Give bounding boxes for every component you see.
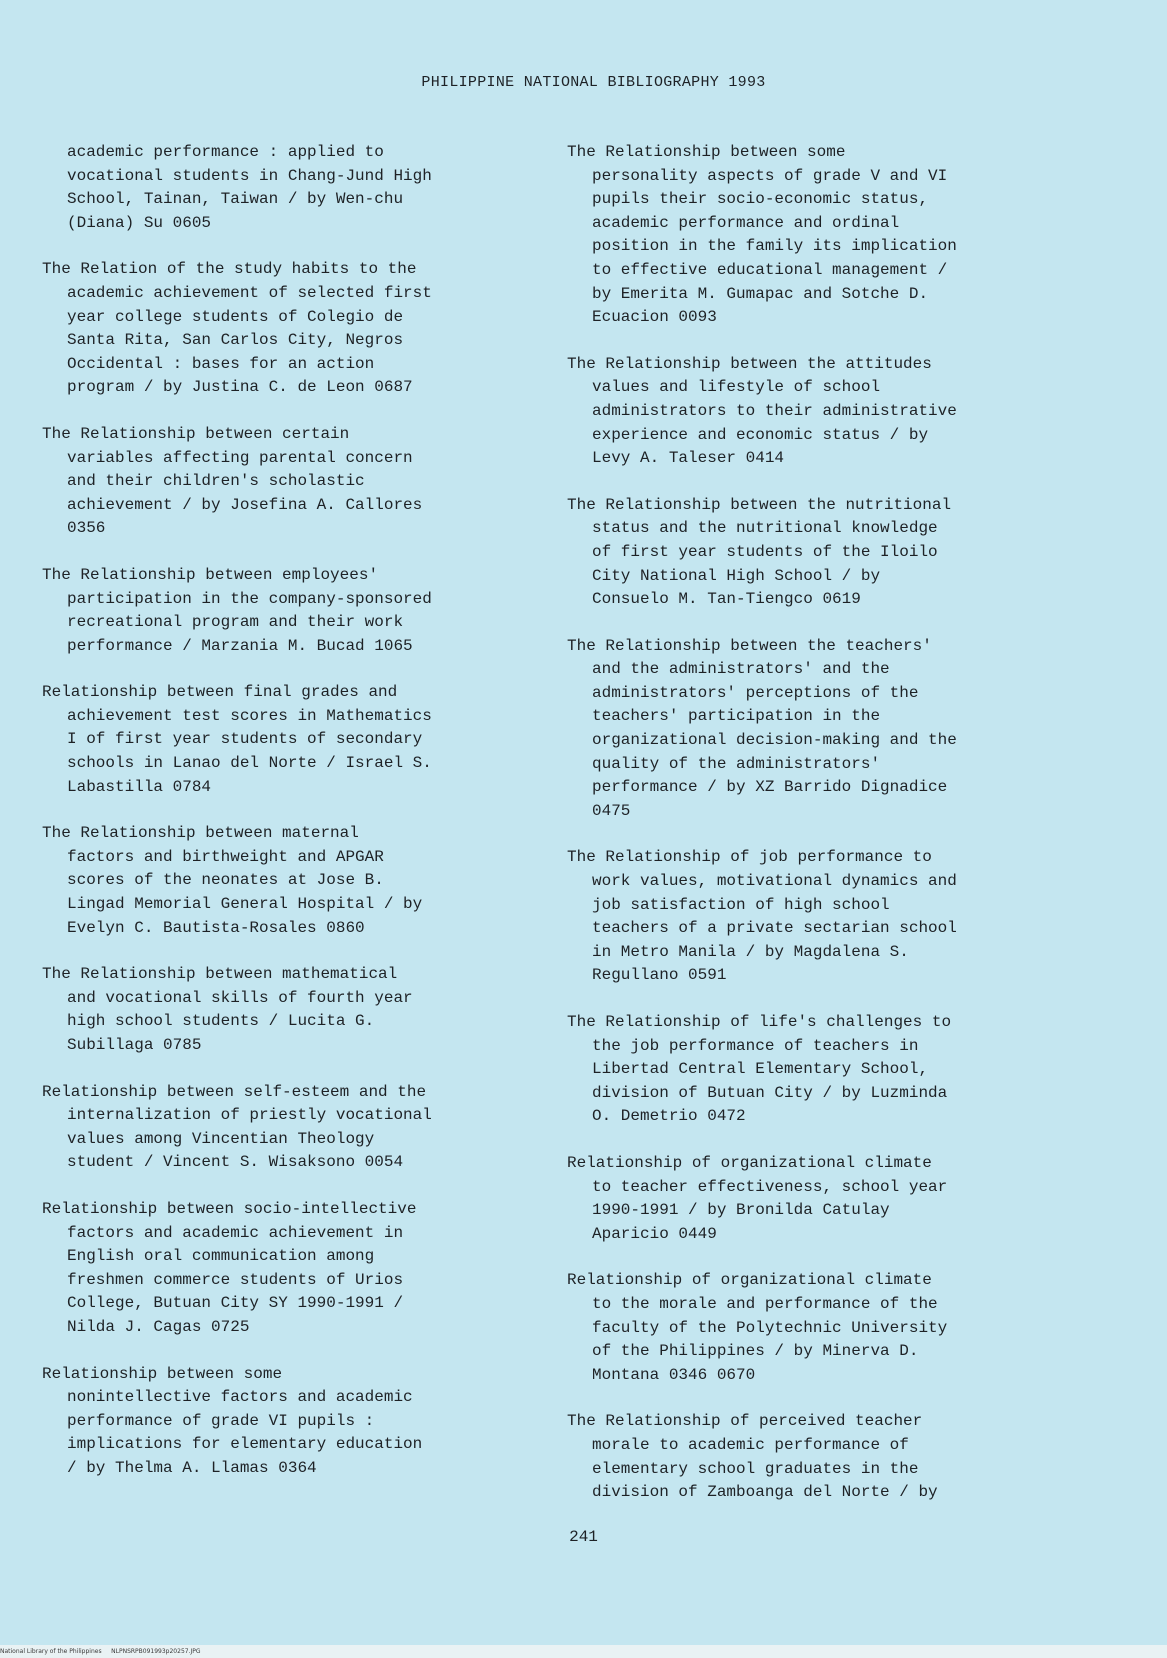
bibliography-entry: Relationship between socio-intellective factors and academic achievement in English oral communication among freshmen commerce students of Urios College, Butuan City SY 1990-1991 / Nilda J. Cagas 0725	[42, 1199, 417, 1336]
bibliography-entry: The Relationship between some personality aspects of grade V and VI pupils their socio-economic status, academic performance and ordinal position in the family its implication to effective educational management / by Emerita M. Gumapac and Sotche D. Ecuacion 0093	[567, 143, 957, 327]
bibliography-entry: The Relationship between mathematical and vocational skills of fourth year high school students / Lucita G. Subillaga 0785	[42, 965, 413, 1054]
scan-footer	[0, 1648, 201, 1655]
bibliography-entry: The Relationship of job performance to work values, motivational dynamics and job satisfaction of high school teachers of a private sectarian school in Metro Manila / by Magdalena S. Regullano 0591	[567, 848, 957, 985]
bibliography-entry: The Relation of the study habits to the academic achievement of selected first year college students of Colegio de Santa Rita, San Carlos City, Negros Occidental : bases for an action program / by Justina C. de Leon 0687	[42, 260, 432, 397]
page-number: 241	[569, 1528, 598, 1546]
bibliography-entry: academic performance : applied to vocational students in Chang-Jund High School, Tainan, Taiwan / by Wen-chu (Diana) Su 0605	[67, 143, 432, 232]
bibliography-entry: Relationship between some nonintellective factors and academic performance of grade VI pupils : implications for elementary education / by Thelma A. Llamas 0364	[42, 1364, 423, 1477]
bibliography-entry: Relationship between final grades and achievement test scores in Mathematics I of first year students of secondary schools in Lanao del Norte / Israel S. Labastilla 0784	[42, 683, 432, 796]
left-column	[42, 141, 542, 1504]
bibliography-entry: The Relationship between the teachers' and the administrators' and the administrators' perceptions of the teachers' participation in the organizational decision-making and the quality of the administrators' performance / by XZ Barrido Dignadice 0475	[567, 636, 957, 820]
right-column	[567, 141, 1067, 1528]
bibliography-entry: The Relationship of perceived teacher morale to academic performance of elementary school graduates in the division of Zamboanga del Norte / by	[567, 1412, 938, 1502]
footer-file: NLPNSRPB091993p20257.JPG	[111, 1648, 201, 1655]
bibliography-entry: The Relationship between the attitudes values and lifestyle of school administrators to their administrative experience and economic status / by Levy A. Taleser 0414	[567, 354, 957, 468]
bibliography-entry: The Relationship between certain variables affecting parental concern and their children's scholastic achievement / by Josefina A. Callores 0356	[42, 424, 423, 538]
bibliography-entry: The Relationship of life's challenges to the job performance of teachers in Libertad Central Elementary School, division of Butuan City / by Luzminda O. Demetrio 0472	[567, 1013, 952, 1126]
bibliography-entry: The Relationship between employees' participation in the company-sponsored recreational program and their work performance / Marzania M. Bucad 1065	[42, 565, 432, 655]
bibliography-entry: Relationship between self-esteem and the internalization of priestly vocational values among Vincentian Theology student / Vincent S. Wisaksono 0054	[42, 1082, 432, 1172]
bibliography-entry: Relationship of organizational climate to teacher effectiveness, school year 1990-1991 / by Bronilda Catulay Aparicio 0449	[567, 1153, 948, 1243]
bibliography-entry: Relationship of organizational climate to the morale and performance of the faculty of the Polytechnic University of the Philippines / by Minerva D. Montana 0346 0670	[567, 1271, 948, 1384]
bibliography-entry: The Relationship between maternal factors and birthweight and APGAR scores of the neonates at Jose B. Lingad Memorial General Hospital / by Evelyn C. Bautista-Rosales 0860	[42, 824, 423, 937]
page-header: PHILIPPINE NATIONAL BIBLIOGRAPHY 1993	[421, 74, 766, 91]
bibliography-entry: The Relationship between the nutritional status and the nutritional knowledge of first year students of the Iloilo City National High School / by Consuelo M. Tan-Tiengco 0619	[567, 495, 952, 609]
footer-library: National Library of the Philippines	[0, 1648, 102, 1655]
